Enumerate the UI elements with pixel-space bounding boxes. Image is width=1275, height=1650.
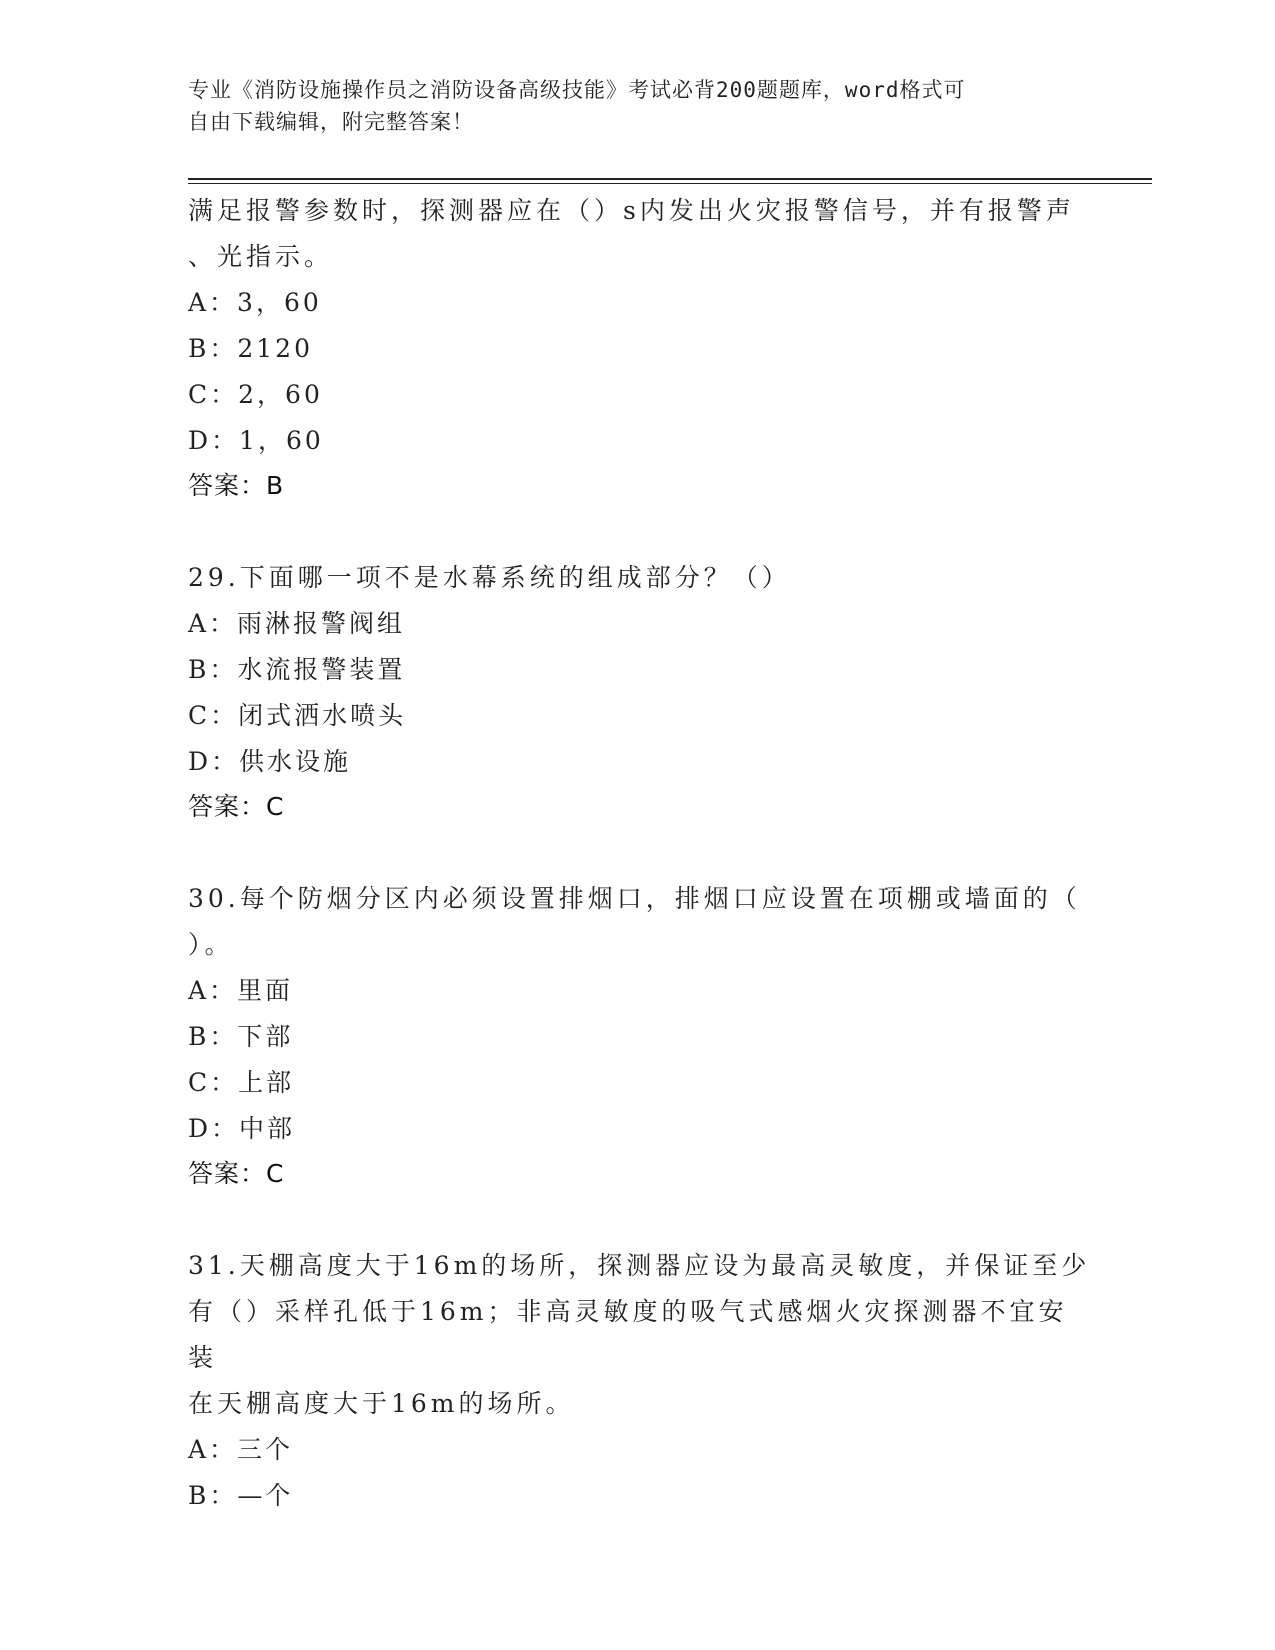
question-28 bbox=[188, 188, 1093, 508]
answer: 答案：B bbox=[188, 471, 285, 500]
header-line-2: 自由下载编辑，附完整答案！ bbox=[188, 110, 474, 134]
option-b: B：水流报警装置 bbox=[188, 655, 406, 684]
header-divider-thin bbox=[188, 183, 1152, 184]
option-b: B：—个 bbox=[188, 1481, 294, 1510]
question-list bbox=[188, 188, 1093, 1566]
option-d: D：中部 bbox=[188, 1114, 296, 1143]
answer: 答案：C bbox=[188, 792, 285, 821]
header-line-1: 专业《消防设施操作员之消防设备高级技能》考试必背200题题库，word格式可 bbox=[188, 78, 966, 102]
question-stem bbox=[188, 876, 1093, 968]
question-stem bbox=[188, 188, 1093, 280]
option-a: A：三个 bbox=[188, 1435, 294, 1464]
option-d: D：供水设施 bbox=[188, 747, 352, 776]
question-31 bbox=[188, 1243, 1093, 1519]
question-stem bbox=[188, 1243, 1093, 1427]
answer: 答案：C bbox=[188, 1159, 285, 1188]
option-a: A：里面 bbox=[188, 976, 294, 1005]
question-30 bbox=[188, 876, 1093, 1196]
option-c: C：2，60 bbox=[188, 380, 323, 409]
question-stem-line: 在天棚高度大于16m的场所。 bbox=[188, 1389, 575, 1418]
question-stem-line: 31.天棚高度大于16m的场所，探测器应设为最高灵敏度，并保证至少 bbox=[188, 1251, 1091, 1280]
header-divider-thick bbox=[188, 178, 1152, 180]
option-d: D：1，60 bbox=[188, 426, 324, 455]
option-b: B：2120 bbox=[188, 334, 313, 363]
question-stem-line: 满足报警参数时，探测器应在（）s内发出火灾报警信号，并有报警声 bbox=[188, 196, 1075, 225]
question-stem-line: 29.下面哪一项不是水幕系统的组成部分？（） bbox=[188, 563, 791, 592]
question-stem-line: 、光指示。 bbox=[188, 242, 334, 271]
option-a: A：雨淋报警阀组 bbox=[188, 609, 406, 638]
document-header bbox=[188, 74, 1068, 138]
option-c: C：闭式洒水喷头 bbox=[188, 701, 407, 730]
option-c: C：上部 bbox=[188, 1068, 295, 1097]
question-stem-line: 有（）采样孔低于16m；非高灵敏度的吸气式感烟火灾探测器不宜安装 bbox=[188, 1297, 1068, 1372]
question-stem bbox=[188, 555, 1093, 601]
question-stem-line: 30.每个防烟分区内必须设置排烟口，排烟口应设置在项棚或墙面的（ bbox=[188, 884, 1081, 913]
option-a: A：3，60 bbox=[188, 288, 322, 317]
question-29 bbox=[188, 555, 1093, 829]
option-b: B：下部 bbox=[188, 1022, 294, 1051]
question-stem-line: ）。 bbox=[188, 930, 234, 959]
